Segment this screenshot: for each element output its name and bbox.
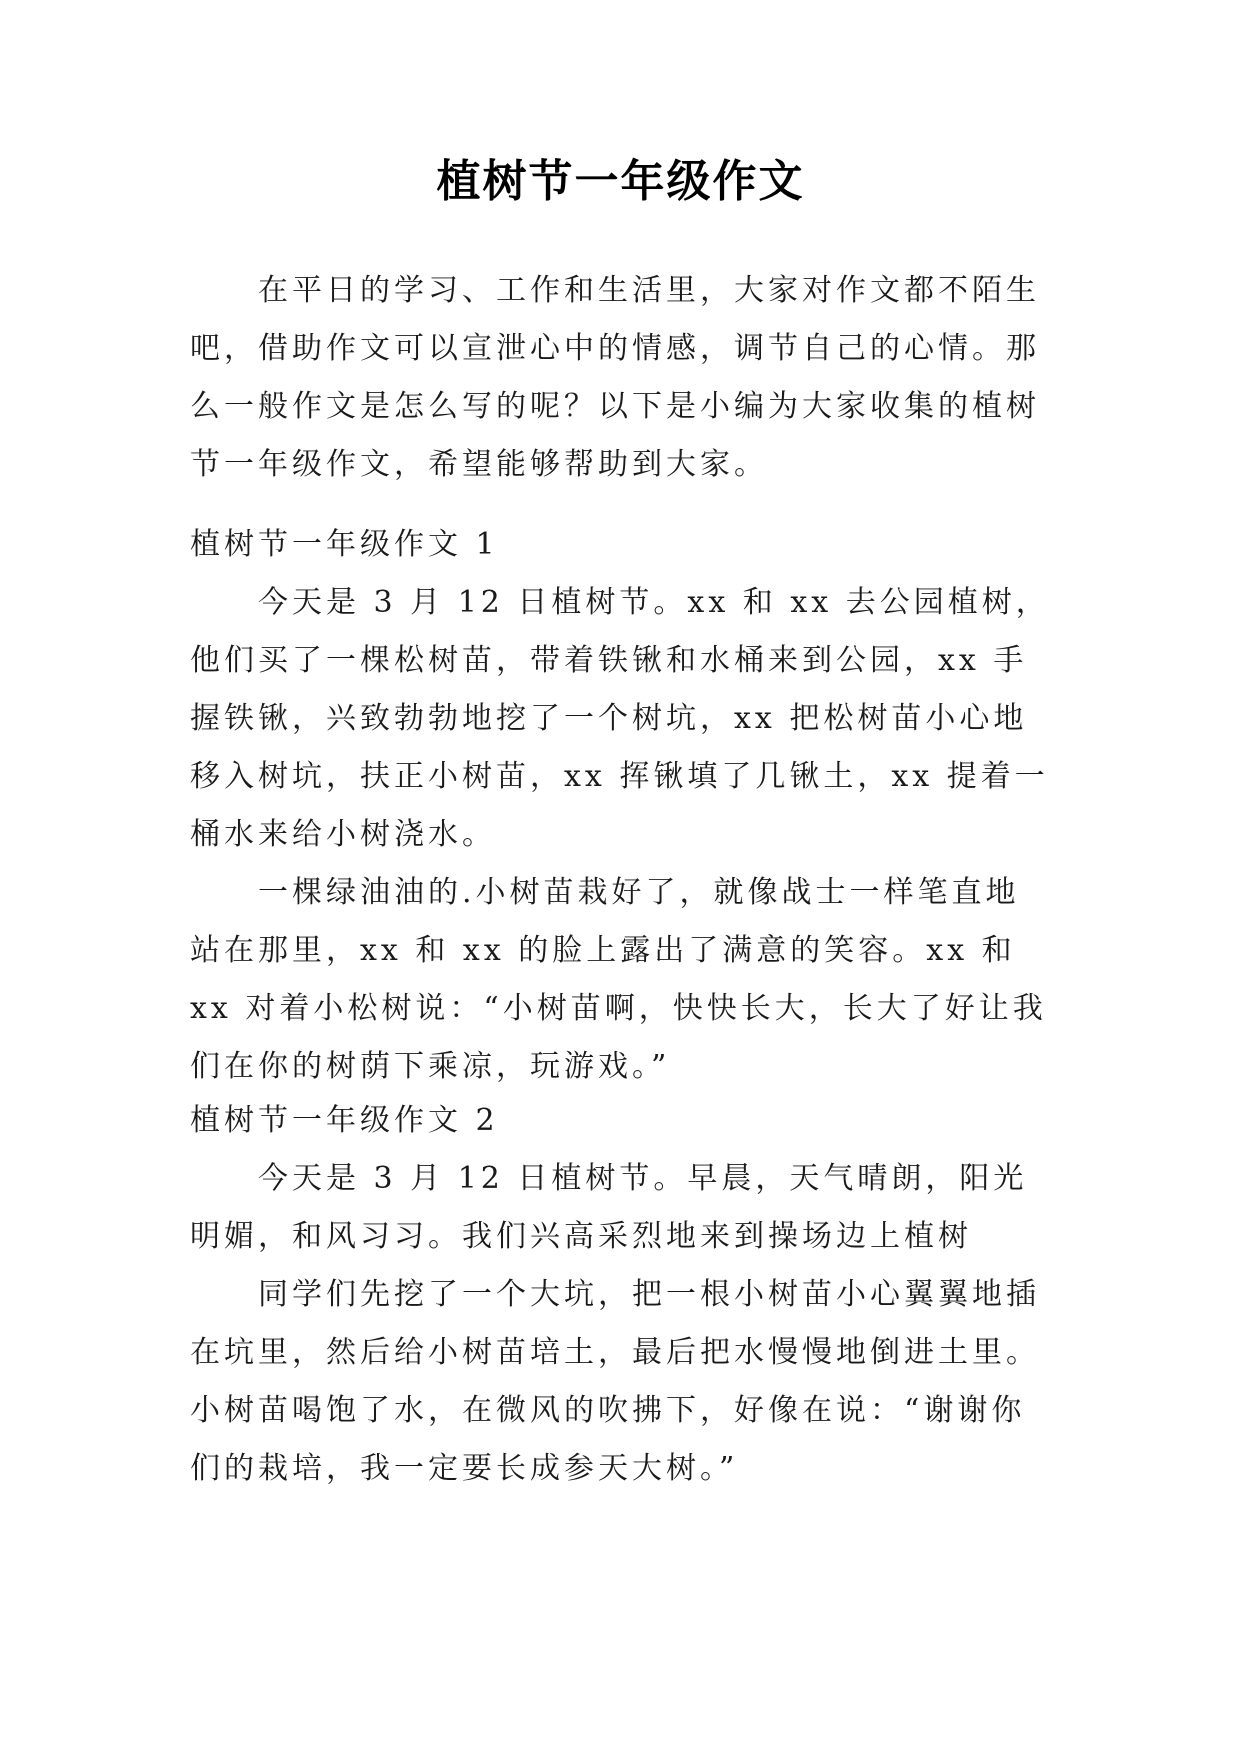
section-1-heading: 植树节一年级作文 1 <box>190 527 499 562</box>
section-2-body <box>190 1150 1050 1498</box>
intro-block <box>190 262 1050 494</box>
intro-paragraph: 在平日的学习、工作和生活里，大家对作文都不陌生吧，借助作文可以宣泄心中的情感，调节自己的心情。那么一般作文是怎么写的呢？以下是小编为大家收集的植树节一年级作文，希望能够帮助到大家。 <box>190 273 1040 482</box>
section-1-body <box>190 574 1050 1096</box>
section-2-heading: 植树节一年级作文 2 <box>190 1103 499 1138</box>
section-1-paragraph-2: 一棵绿油油的.小树苗栽好了，就像战士一样笔直地站在那里，xx 和 xx 的脸上露出了满意的笑容。xx 和 xx 对着小松树说：“小树苗啊，快快长大，长大了好让我们在你的树荫下乘凉，玩游戏。” <box>190 875 1047 1084</box>
section-2-paragraph-1: 今天是 3 月 12 日植树节。早晨，天气晴朗，阳光明媚，和风习习。我们兴高采烈地来到操场边上植树 <box>190 1161 1028 1254</box>
section-2-paragraph-2: 同学们先挖了一个大坑，把一根小树苗小心翼翼地插在坑里，然后给小树苗培土，最后把水慢慢地倒进土里。小树苗喝饱了水，在微风的吹拂下，好像在说：“谢谢你们的栽培，我一定要长成参天大树。” <box>190 1277 1040 1486</box>
document-title: 植树节一年级作文 <box>436 156 805 207</box>
section-1-paragraph-1: 今天是 3 月 12 日植树节。xx 和 xx 去公园植树，他们买了一棵松树苗，带着铁锹和水桶来到公园，xx 手握铁锹，兴致勃勃地挖了一个树坑，xx 把松树苗小心地移入树坑，扶正小树苗，xx 挥锹填了几锹土，xx 提着一桶水来给小树浇水。 <box>190 585 1050 852</box>
